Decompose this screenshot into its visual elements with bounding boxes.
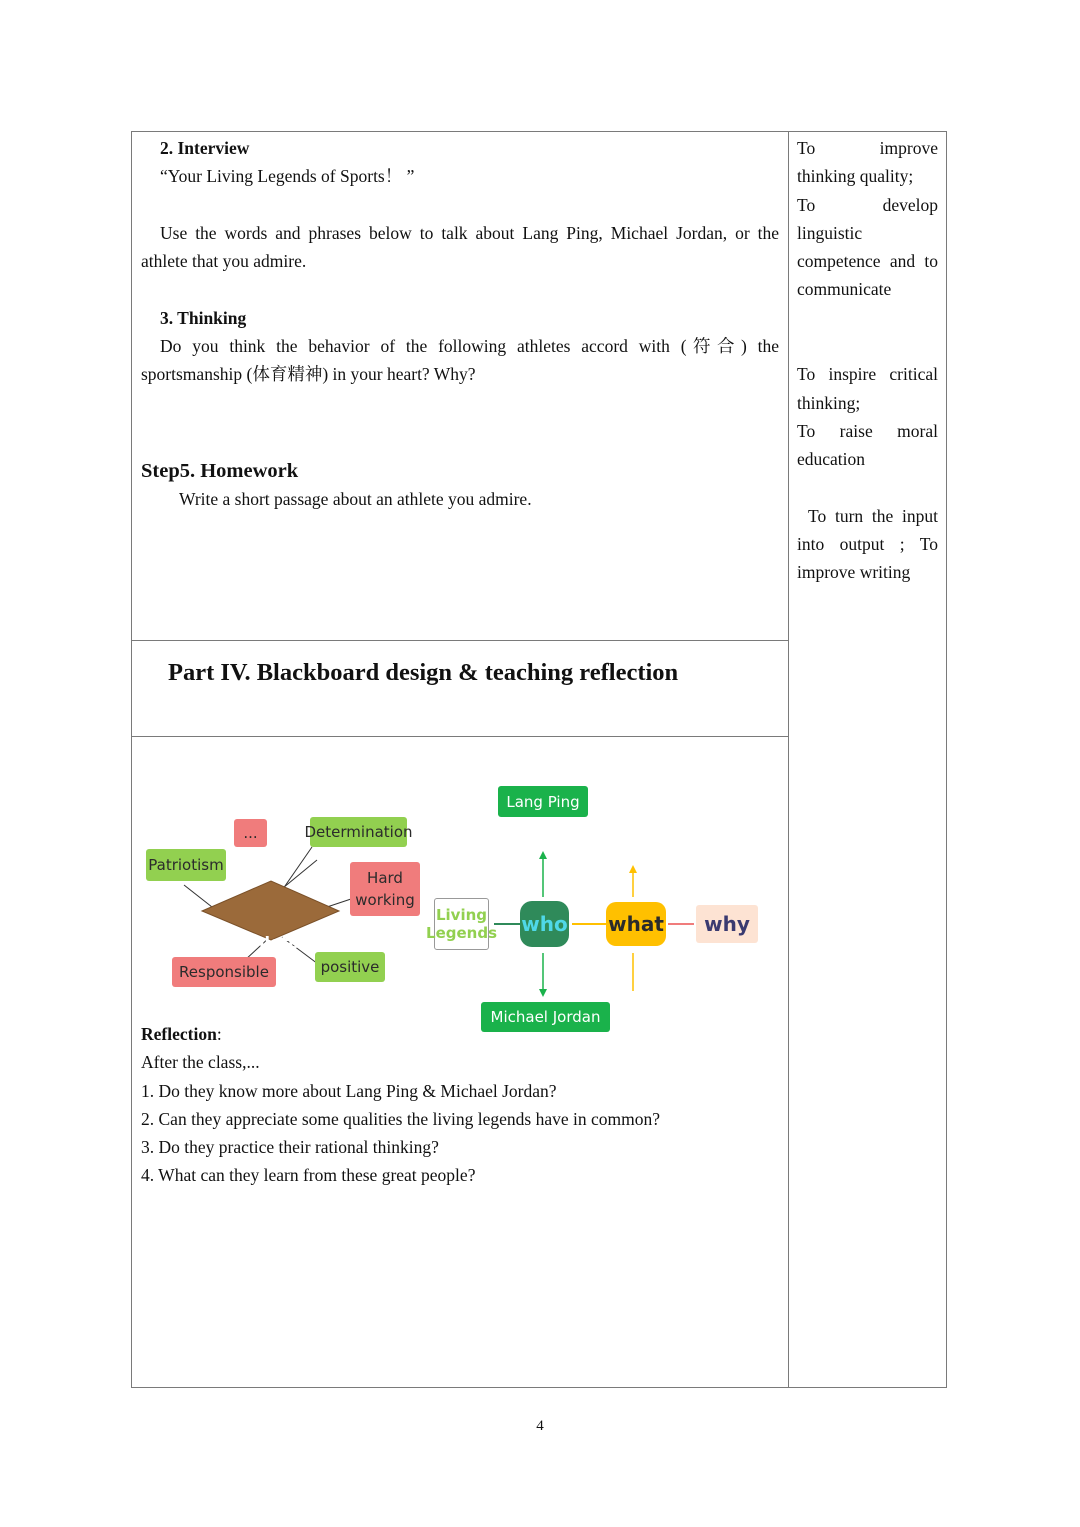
teaching-aims-cell — [797, 134, 938, 587]
thinking-text: Do you think the behavior of the following athletes accord with (符合) the sportsmanship (体育精神) in your heart? Why? — [141, 336, 779, 385]
reflection-heading: Reflection — [141, 1024, 217, 1044]
quality-determination: Determination — [310, 817, 407, 847]
quality-hard-working: Hard working — [350, 862, 420, 916]
part-four-title: Part IV. Blackboard design & teaching reflection — [168, 659, 679, 686]
living-legends-badge: Living Legends — [434, 898, 489, 950]
row-divider-2 — [132, 736, 788, 737]
quality-patriotism: Patriotism — [146, 849, 226, 881]
reflection-block — [141, 1020, 779, 1190]
lang-ping-node: Lang Ping — [498, 786, 588, 817]
blackboard-diagram — [142, 777, 782, 1026]
interview-text: Use the words and phrases below to talk about Lang Ping, Michael Jordan, or the athlete that you admire. — [141, 222, 779, 272]
reflection-item-4: 4. What can they learn from these great people? — [141, 1165, 476, 1186]
interview-title: “Your Living Legends of Sports！ ” — [160, 166, 415, 187]
thinking-heading: 3. Thinking — [160, 307, 247, 328]
what-node: what — [606, 902, 666, 946]
row-divider-1 — [132, 640, 788, 641]
reflection-item-1: 1. Do they know more about Lang Ping & Michael Jordan? — [141, 1080, 557, 1101]
arrowhead-what-up — [629, 865, 637, 873]
aim-2: To develop linguistic competence and to communicate — [797, 194, 938, 300]
quality-responsible: Responsible — [172, 957, 276, 987]
arrowhead-who-up — [539, 851, 547, 859]
michael-jordan-node: Michael Jordan — [481, 1002, 610, 1032]
aim-1: To improve thinking quality; — [797, 138, 938, 187]
activities-cell — [141, 134, 779, 514]
reflection-item-2: 2. Can they appreciate some qualities the living legends have in common? — [141, 1108, 661, 1129]
quality-ellipsis: ... — [234, 819, 267, 847]
reflection-intro: After the class,... — [141, 1052, 260, 1073]
why-node: why — [696, 905, 758, 943]
homework-heading: Step5. Homework — [141, 459, 299, 482]
arrowhead-who-down — [539, 989, 547, 997]
athletes-label: Athletes — [233, 932, 309, 952]
reflection-item-3: 3. Do they practice their rational thinking? — [141, 1137, 439, 1158]
column-divider — [788, 132, 789, 1387]
line-to-patriotism — [184, 885, 212, 907]
page-number: 4 — [536, 1418, 544, 1434]
interview-heading: 2. Interview — [160, 138, 250, 158]
quality-positive: positive — [315, 952, 385, 982]
who-node: who — [520, 901, 569, 947]
homework-text: Write a short passage about an athlete you admire. — [179, 489, 532, 510]
reflection-colon: : — [216, 1024, 222, 1044]
aim-5: To turn the input into output ; To improve writing — [797, 505, 938, 583]
lesson-table — [131, 131, 947, 1388]
aim-3: To inspire critical thinking; — [797, 364, 938, 413]
aim-4: To raise moral education — [797, 420, 938, 470]
